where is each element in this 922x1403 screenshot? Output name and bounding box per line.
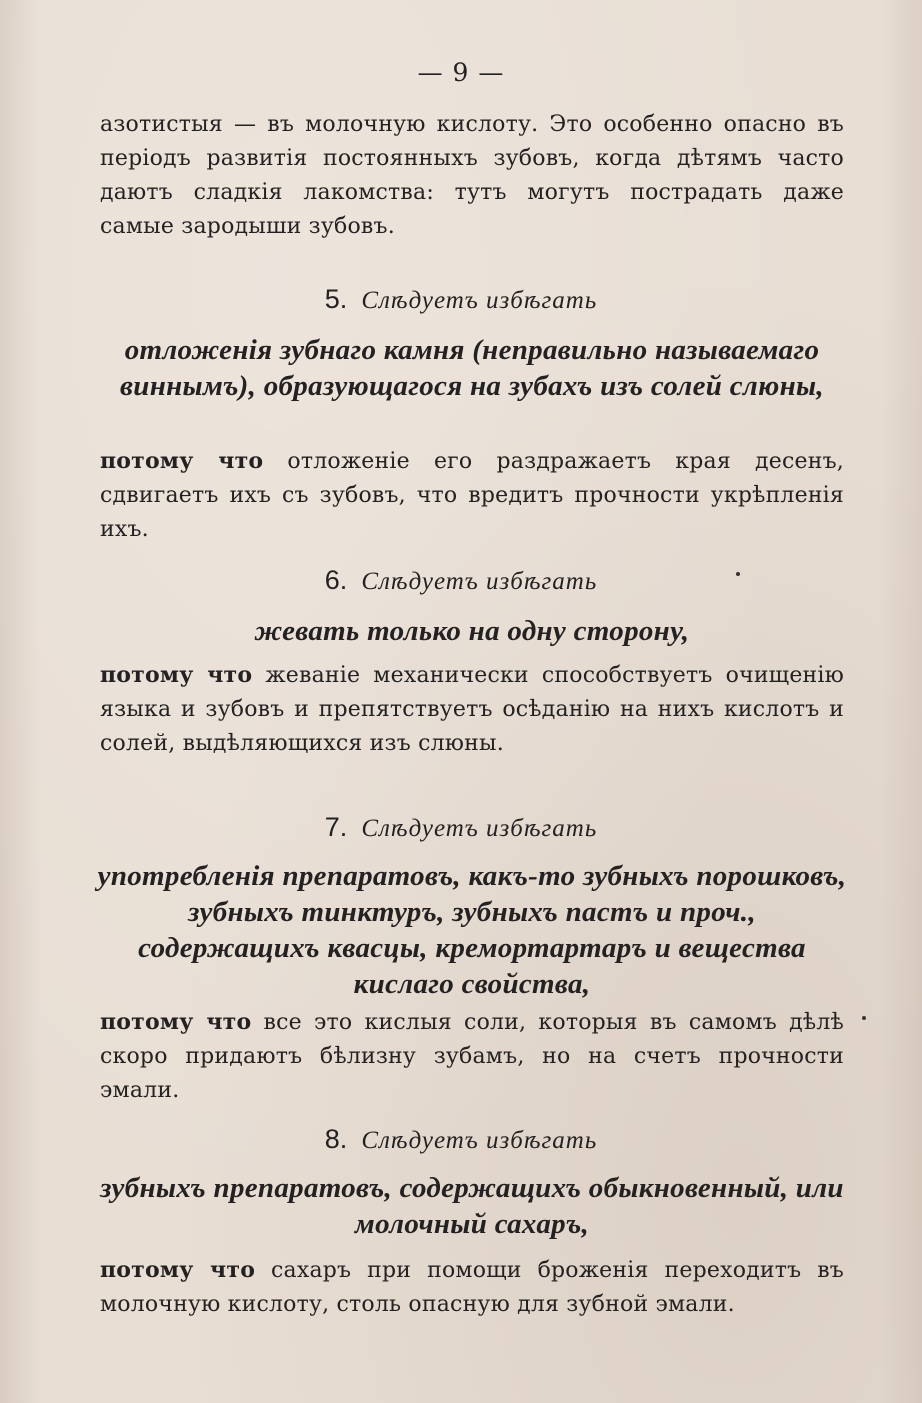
explanation-lead: потому что <box>100 1009 252 1035</box>
section-phrase: Слѣдуетъ избѣгать <box>361 568 598 595</box>
explanation-lead: потому что <box>100 1257 256 1283</box>
section-heading-5 <box>0 284 922 315</box>
section-rule-8: зубныхъ препаратовъ, содержащихъ обыкновенный, или молочный сахаръ, <box>100 1172 844 1240</box>
section-explanation-6 <box>100 658 844 761</box>
explanation-text: сахаръ при помощи броженія переходитъ въ молочную кислоту, столь опасную для зубной эмали. <box>100 1258 845 1317</box>
section-number: 8. <box>324 1124 348 1154</box>
intro-paragraph: азотистыя — въ молочную кислоту. Это особенно опасно въ періодъ развитія постоянныхъ зубовъ, когда дѣтямъ часто даютъ сладкія лакомства: тутъ могутъ пострадать даже самые зародыши зубовъ. <box>100 112 844 239</box>
explanation-lead: потому что <box>100 448 264 474</box>
section-heading-7 <box>0 812 922 843</box>
ink-speck <box>736 572 740 576</box>
section-rule-6: жевать только на одну сторону, <box>254 615 690 647</box>
section-explanation-7 <box>100 1005 844 1108</box>
section-number: 6. <box>324 565 348 595</box>
explanation-text: жеваніе механически способствуетъ очищенію языка и зубовъ и препятствуетъ осѣданію на нихъ кислотъ и солей, выдѣляющихся изъ слюны. <box>100 663 845 756</box>
section-phrase: Слѣдуетъ избѣгать <box>361 287 598 314</box>
explanation-lead: потому что <box>100 662 253 688</box>
section-phrase: Слѣдуетъ избѣгать <box>361 1127 598 1154</box>
section-phrase: Слѣдуетъ избѣгать <box>361 815 598 842</box>
section-explanation-8 <box>100 1253 844 1322</box>
section-heading-6 <box>0 565 922 596</box>
ink-speck <box>862 1016 866 1020</box>
section-explanation-5 <box>100 444 844 547</box>
section-rule-7: употребленія препаратовъ, какъ-то зубныхъ порошковъ, зубныхъ тинктуръ, зубныхъ пастъ и проч., содержащихъ квасцы, кремортартаръ и вещества кислаго свойства, <box>97 860 847 1000</box>
section-number: 7. <box>324 812 348 842</box>
page-number: — 9 — <box>417 58 505 87</box>
section-heading-8 <box>0 1124 922 1155</box>
section-rule-5: отложенія зубнаго камня (неправильно называемаго виннымъ), образующагося на зубахъ изъ солей слюны, <box>120 334 824 402</box>
explanation-text: все это кислыя соли, которыя въ самомъ дѣлѣ скоро придаютъ бѣлизну зубамъ, но на счетъ прочности эмали. <box>100 1010 844 1103</box>
explanation-text: отложеніе его раздражаетъ края десенъ, сдвигаетъ ихъ съ зубовъ, что вредитъ прочности укрѣпленія ихъ. <box>100 449 845 542</box>
section-number: 5. <box>324 284 348 314</box>
